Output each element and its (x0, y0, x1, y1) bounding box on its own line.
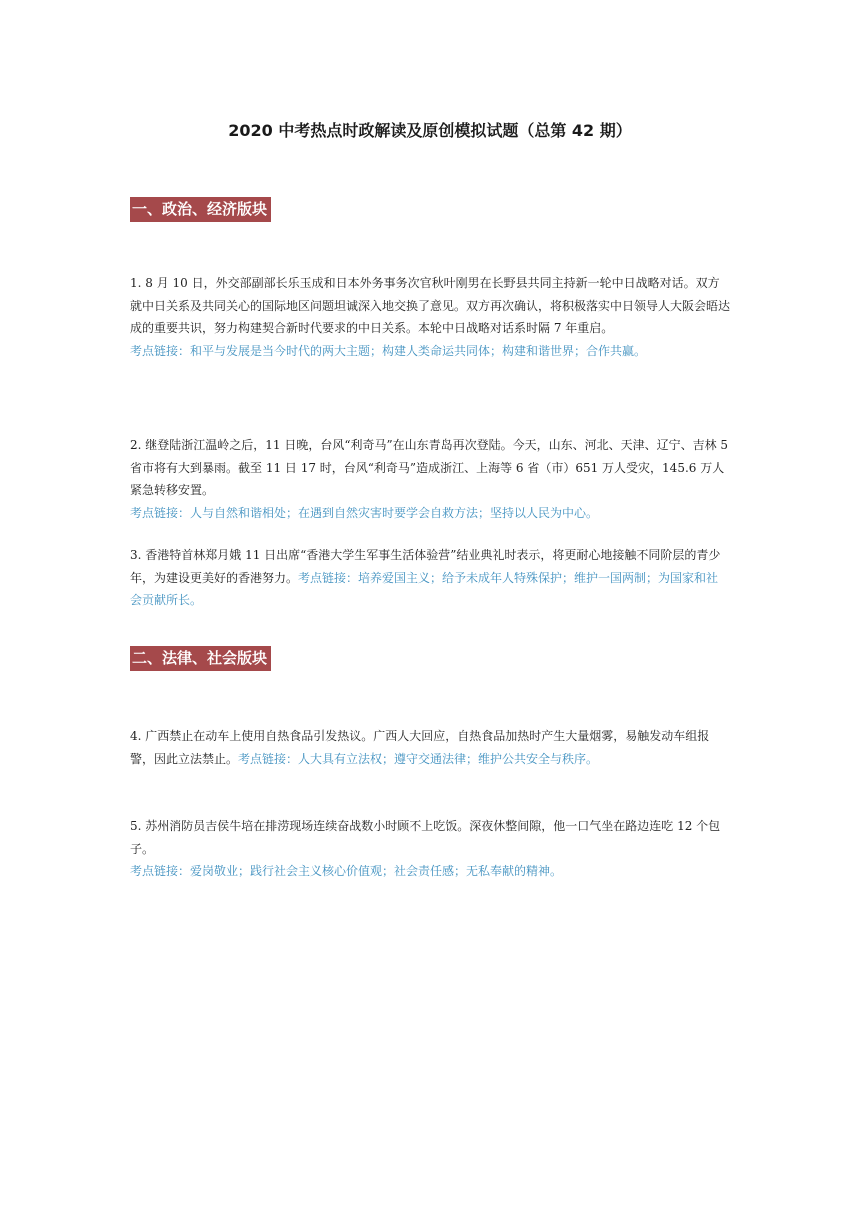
news-item-3 (130, 544, 730, 612)
exam-point-link: 考点链接：和平与发展是当今时代的两大主题；构建人类命运共同体；构建和谐世界；合作共赢。 (130, 343, 647, 358)
news-item-text: 5. 苏州消防员吉侯牛培在排涝现场连续奋战数小时顾不上吃饭。深夜休整间隙，他一口气坐在路边连吃 12 个包子。 (130, 819, 721, 856)
exam-point-link: 考点链接：培养爱国主义；给予未成年人特殊保护；维护一国两制；为国家和社会贡献所长。 (130, 570, 719, 607)
exam-point-link: 考点链接：人与自然和谐相处；在遇到自然灾害时要学会自救方法；坚持以人民为中心。 (130, 505, 599, 520)
section-heading-law-society: 二、法律、社会版块 (130, 646, 271, 671)
exam-point-link: 考点链接：爱岗敬业；践行社会主义核心价值观；社会责任感；无私奉献的精神。 (130, 864, 563, 878)
exam-point-link: 考点链接：人大具有立法权；遵守交通法律；维护公共安全与秩序。 (238, 751, 599, 766)
news-item-text: 2. 继登陆浙江温岭之后，11 日晚，台风“利奇马”在山东青岛再次登陆。今天，山东、河北、天津、辽宁、吉林 5 省市将有大到暴雨。截至 11 日 17 时，台风“利奇马”造成浙江、上海等 6 省（市）651 万人受灾，145.6 万人紧急转移安置。 (130, 438, 729, 497)
news-item-text: 3. 香港特首林郑月娥 11 日出席“香港大学生军事生活体验营”结业典礼时表示，将更耐心地接触不同阶层的青少年，为建设更美好的香港努力。 (130, 548, 721, 585)
section-heading-politics-economy: 一、政治、经济版块 (130, 197, 271, 222)
news-item-5 (130, 815, 730, 883)
news-item-text: 1. 8 月 10 日，外交部副部长乐玉成和日本外务事务次官秋叶刚男在长野县共同主持新一轮中日战略对话。双方就中日关系及共同关心的国际地区问题坦诚深入地交换了意见。双方再次确认，将积极落实中日领导人大阪会晤达成的重要共识，努力构建契合新时代要求的中日关系。本轮中日战略对话系时隔 7 年重启。 (130, 276, 731, 335)
news-item-text: 4. 广西禁止在动车上使用自热食品引发热议。广西人大回应，自热食品加热时产生大量烟雾，易触发动车组报警，因此立法禁止。 (130, 729, 710, 766)
news-item-4 (130, 725, 730, 770)
document-title: 2020 中考热点时政解读及原创模拟试题（总第 42 期） (228, 121, 632, 140)
news-item-2 (130, 434, 730, 524)
news-item-1 (130, 272, 730, 362)
